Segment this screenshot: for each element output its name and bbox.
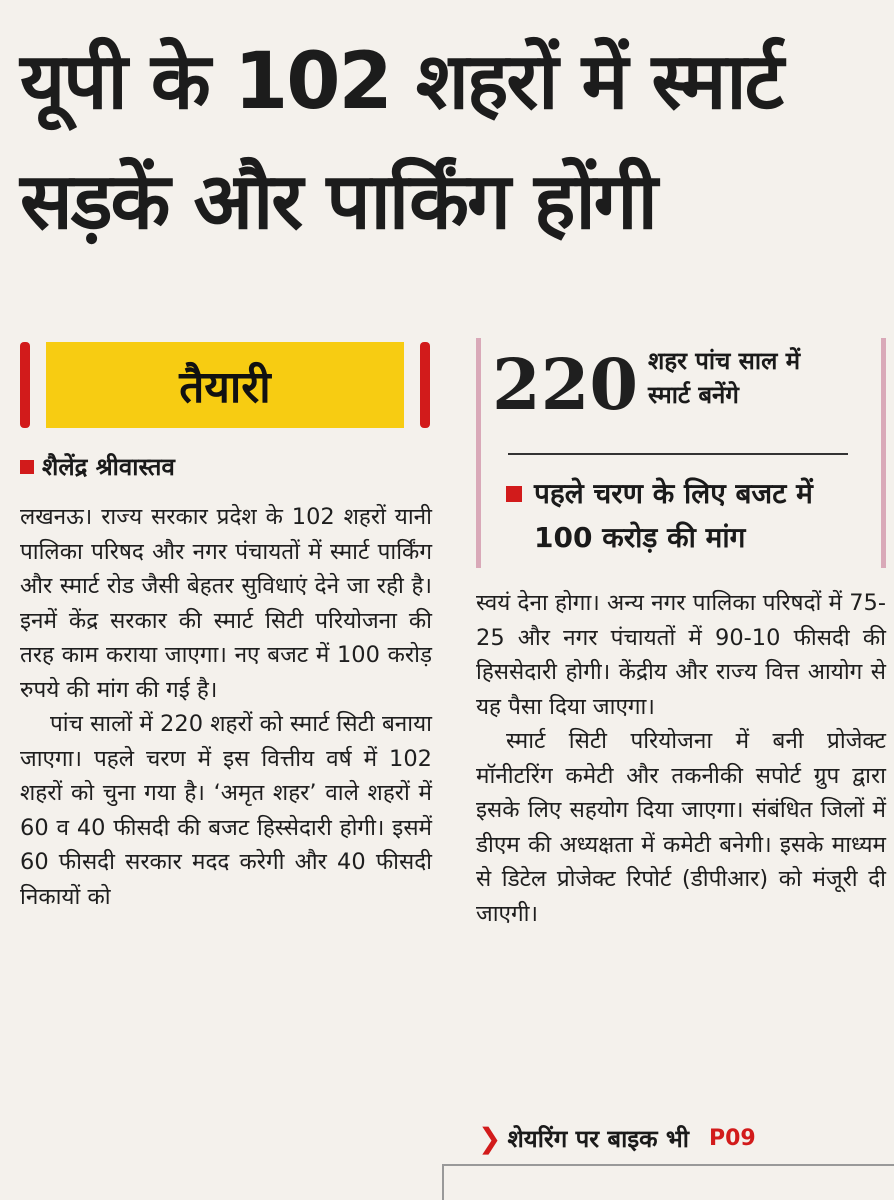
see-also: [478, 1122, 756, 1155]
callout-number-text: [648, 344, 858, 412]
footer-rule-vertical: [442, 1164, 444, 1200]
callout-number-text-1: शहर पांच साल में: [648, 347, 801, 375]
tag-right-bar: [420, 342, 430, 428]
left-paragraph-2: पांच सालों में 220 शहरों को स्मार्ट सिटी बनाया जाएगा। पहले चरण में इस वित्तीय वर्ष में 102 शहरों को चुना गया है। ‘अमृत शहर’ वाले शहरों में 60 व 40 फीसदी की बजट हिस्सेदारी होगी। इसमें 60 फीसदी सरकार मदद करेगी और 40 फीसदी निकायों को: [20, 711, 432, 910]
footer-rule: [442, 1164, 894, 1166]
headline: [20, 22, 880, 262]
left-column: [20, 500, 432, 914]
callout-number: 220: [492, 343, 639, 426]
right-column: [476, 586, 886, 931]
right-paragraph-1: स्वयं देना होगा। अन्य नगर पालिका परिषदों में 75-25 और नगर पंचायतों में 90-10 फीसदी की हिससेदारी होगी। केंद्रीय और राज्य वित्त आयोग से यह पैसा दिया जाएगा।: [476, 590, 886, 720]
bullet-square-icon: [20, 460, 34, 474]
callout-divider: [508, 453, 848, 455]
chevron-right-icon: ❯: [478, 1122, 502, 1155]
see-also-text: शेयरिंग पर बाइक भी: [507, 1125, 689, 1153]
callout-point: [506, 472, 866, 560]
page-reference: P09: [709, 1126, 756, 1151]
byline: [20, 450, 175, 483]
callout-number-text-2: स्मार्ट बनेंगे: [648, 381, 739, 409]
byline-author: शैलेंद्र श्रीवास्तव: [42, 453, 175, 481]
bullet-square-icon: [506, 486, 522, 502]
headline-line-2: सड़कें और पार्किंग होंगी: [20, 157, 656, 247]
left-paragraph-1: लखनऊ। राज्य सरकार प्रदेश के 102 शहरों यानी पालिका परिषद और नगर पंचायतों में स्मार्ट पार्किंग और स्मार्ट रोड जैसी बेहतर सुविधाएं देने जा रही है। इनमें केंद्र सरकार की स्मार्ट सिटी परियोजना की तरह काम कराया जाएगा। नए बजट में 100 करोड़ रुपये की मांग की गई है।: [20, 504, 432, 703]
tag-left-bar: [20, 342, 30, 428]
section-tag-label: तैयारी: [46, 342, 404, 428]
callout-point-text: पहले चरण के लिए बजट में 100 करोड़ की मांग: [534, 477, 813, 554]
section-tag: [20, 342, 430, 428]
right-paragraph-2: स्मार्ट सिटी परियोजना में बनी प्रोजेक्ट मॉनीटरिंग कमेटी और तकनीकी सपोर्ट ग्रुप द्वारा इसके लिए सहयोग दिया जाएगा। संबंधित जिलों में डीएम की अध्यक्षता में कमेटी बनेगी। इसके माध्यम से डिटेल प्रोजेक्ट रिपोर्ट (डीपीआर) को मंजूरी दी जाएगी।: [476, 728, 886, 927]
headline-line-1: यूपी के 102 शहरों में स्मार्ट: [20, 37, 782, 127]
